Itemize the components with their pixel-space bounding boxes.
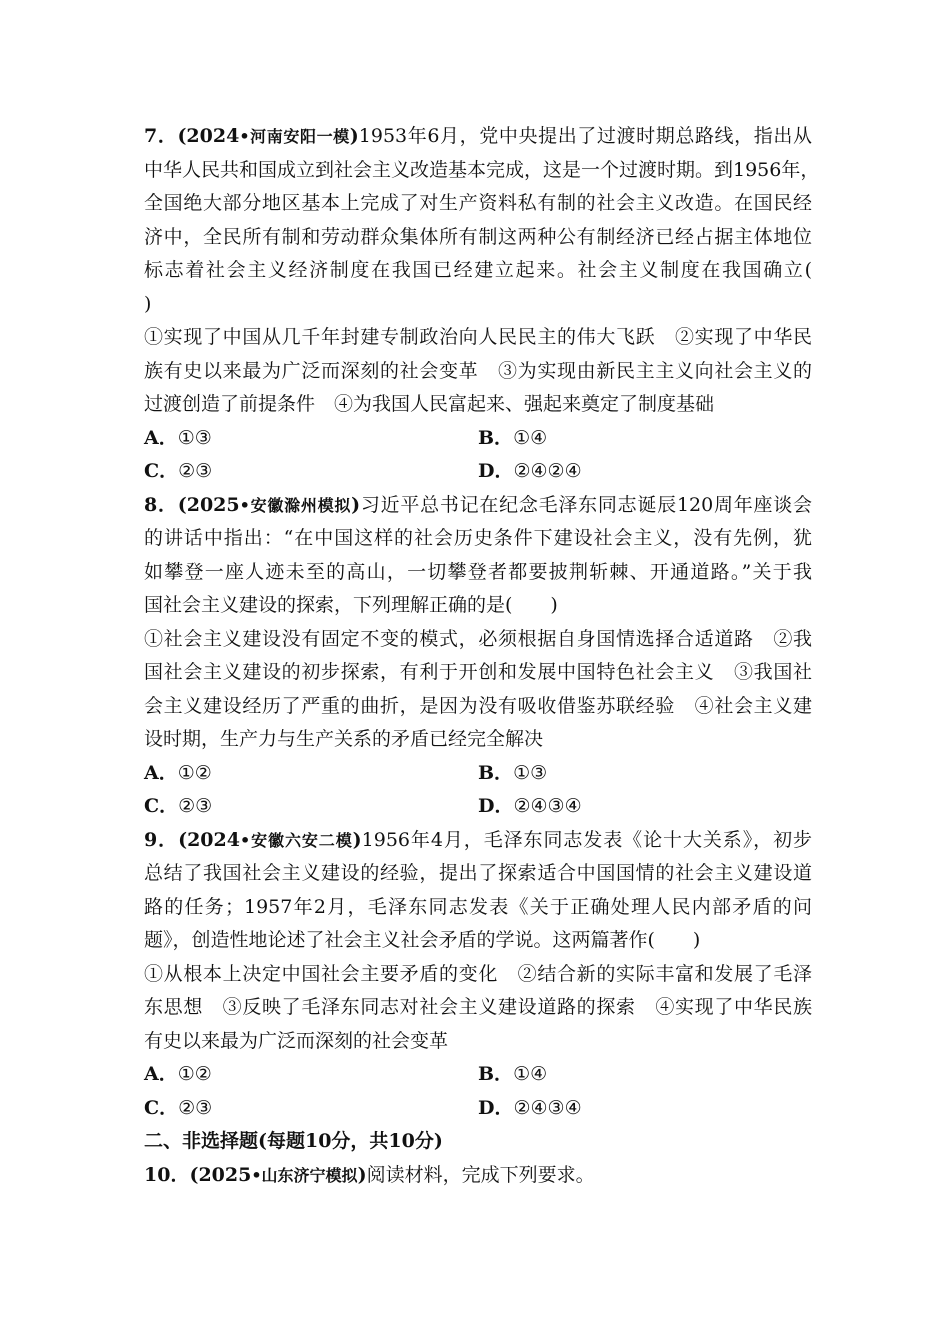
q7-stem-line-3: 全国绝大部分地区基本上完成了对生产资料私有制的社会主义改造。在国民经 — [144, 192, 812, 214]
q7-statement-line-1: ①实现了中国从几千年封建专制政治向人民民主的伟大飞跃 ②实现了中华民 — [144, 326, 812, 348]
option-b[interactable] — [478, 1058, 812, 1092]
question-source-open: (2025 — [189, 1163, 252, 1186]
option-a[interactable] — [144, 422, 478, 456]
q8-stem-line-4: 国社会主义建设的探索，下列理解正确的是( ) — [144, 594, 558, 616]
q8-statement-line-2: 国社会主义建设的初步探索，有利于开创和发展中国特色社会主义 ③我国社 — [144, 661, 812, 683]
option-text: ①③ — [513, 761, 548, 784]
option-a[interactable] — [144, 757, 478, 791]
q8-statement-line-3: 会主义建设经历了严重的曲折，是因为没有吸收借鉴苏联经验 ④社会主义建 — [144, 694, 812, 717]
option-label: D． — [478, 1096, 514, 1119]
q9-statement-line-1: ①从根本上决定中国社会主要矛盾的变化 ②结合新的实际丰富和发展了毛泽 — [144, 962, 812, 985]
q8-stem-line-3: 如攀登一座人迹未至的高山，一切攀登者都要披荆斩棘、开通道路。”关于我 — [144, 560, 812, 583]
question-number: 8． — [144, 493, 178, 516]
option-label: C． — [144, 795, 179, 817]
question-stem-text: 习近平总书记在纪念毛泽东同志诞辰120周年座谈会 — [360, 493, 812, 516]
q8-statement-line-4: 设时期，生产力与生产关系的矛盾已经完全解决 — [144, 728, 544, 750]
question-source: •安徽滁州模拟 — [239, 495, 352, 515]
question-source: •山东济宁模拟 — [251, 1165, 358, 1185]
q7-stem-line-5: 标志着社会主义经济制度在我国已经建立起来。社会主义制度在我国确立( — [144, 259, 812, 281]
option-d[interactable] — [478, 455, 812, 489]
option-c[interactable] — [144, 1092, 478, 1126]
q9-statement-line-2: 东思想 ③反映了毛泽东同志对社会主义建设道路的探索 ④实现了中华民族 — [144, 996, 812, 1018]
q7-stem-line-1 — [144, 120, 812, 154]
option-text: ②③ — [178, 460, 213, 482]
option-text: ①③ — [177, 426, 212, 449]
option-label: A． — [144, 1063, 178, 1085]
question-source-close: ) — [351, 493, 361, 516]
question-source-open: (2024 — [178, 828, 240, 851]
q8-stem-line-1 — [144, 489, 812, 523]
option-label: B． — [478, 426, 514, 449]
question-source: •河南安阳一模 — [239, 127, 350, 146]
q8-stem-line-2: 的讲话中指出：“在中国这样的社会历史条件下建设社会主义，没有先例，犹 — [144, 527, 812, 549]
q8-statement-line-1: ①社会主义建设没有固定不变的模式，必须根据自身国情选择合适道路 ②我 — [144, 627, 812, 650]
option-label: C． — [144, 1096, 179, 1119]
option-text: ②④③④ — [513, 795, 582, 817]
question-source-close: ) — [349, 125, 359, 147]
q9-stem-line-2: 总结了我国社会主义建设的经验，提出了探索适合中国国情的社会主义建设道 — [144, 862, 812, 884]
option-text: ②③ — [178, 795, 213, 817]
option-text: ①② — [177, 1063, 212, 1085]
option-text: ②④②④ — [513, 460, 582, 482]
option-text: ②④③④ — [513, 1096, 582, 1119]
question-source-close: ) — [357, 1163, 367, 1186]
question-number: 9． — [144, 828, 179, 851]
option-d[interactable] — [478, 790, 812, 824]
option-label: A． — [144, 426, 178, 449]
document-content — [144, 120, 820, 1192]
q7-statement-line-2: 族有史以来最为广泛而深刻的社会变革 ③为实现由新民主主义向社会主义的 — [144, 359, 812, 382]
question-source: •安徽六安二模 — [239, 830, 353, 850]
option-b[interactable] — [478, 757, 812, 791]
option-text: ①② — [177, 761, 212, 784]
option-label: B． — [478, 1063, 514, 1085]
question-stem-text: 阅读材料，完成下列要求。 — [366, 1163, 595, 1186]
option-label: B． — [478, 761, 514, 784]
option-c[interactable] — [144, 455, 478, 489]
question-source-open: (2024 — [177, 125, 240, 147]
question-number: 7． — [144, 125, 178, 147]
option-text: ②③ — [178, 1096, 213, 1119]
option-a[interactable] — [144, 1058, 478, 1092]
q8-options-row-2 — [144, 790, 812, 824]
option-label: A． — [144, 761, 178, 784]
option-b[interactable] — [478, 422, 812, 456]
q7-stem-line-6: ) — [144, 292, 152, 315]
q9-options-row-2 — [144, 1092, 812, 1126]
option-d[interactable] — [478, 1092, 812, 1126]
q7-stem-line-2: 中华人民共和国成立到社会主义改造基本完成，这是一个过渡时期。到1956年， — [144, 158, 820, 181]
q7-options-row-2 — [144, 455, 812, 489]
q9-stem-line-1 — [144, 824, 812, 858]
q7-statement-line-3: 过渡创造了前提条件 ④为我国人民富起来、强起来奠定了制度基础 — [144, 393, 715, 415]
question-source-open: (2025 — [177, 493, 240, 516]
option-text: ①④ — [513, 1063, 548, 1085]
q7-stem-line-4: 济中，全民所有制和劳动群众集体所有制这两种公有制经济已经占据主体地位 — [144, 225, 812, 248]
question-stem-text: 1953年6月，党中央提出了过渡时期总路线，指出从 — [358, 125, 812, 147]
q9-statement-line-3: 有史以来最为广泛而深刻的社会变革 — [144, 1029, 449, 1052]
q9-options-row-1 — [144, 1058, 812, 1092]
option-label: D． — [478, 795, 514, 817]
q10-stem-line-1 — [144, 1159, 812, 1193]
section-heading: 二、非选择题(每题10分，共10分) — [144, 1130, 443, 1152]
q8-options-row-1 — [144, 757, 812, 791]
question-stem-text: 1956年4月，毛泽东同志发表《论十大关系》，初步 — [361, 828, 812, 851]
option-label: D． — [478, 460, 514, 482]
question-source-close: ) — [352, 828, 362, 851]
option-label: C． — [144, 460, 179, 482]
q7-options-row-1 — [144, 422, 812, 456]
q9-stem-line-4: 题》，创造性地论述了社会主义社会矛盾的学说。这两篇著作( ) — [144, 929, 701, 951]
q9-stem-line-3: 路的任务；1957年2月，毛泽东同志发表《关于正确处理人民内部矛盾的问 — [144, 895, 812, 918]
option-c[interactable] — [144, 790, 478, 824]
question-number: 10． — [144, 1163, 190, 1186]
option-text: ①④ — [513, 426, 548, 449]
